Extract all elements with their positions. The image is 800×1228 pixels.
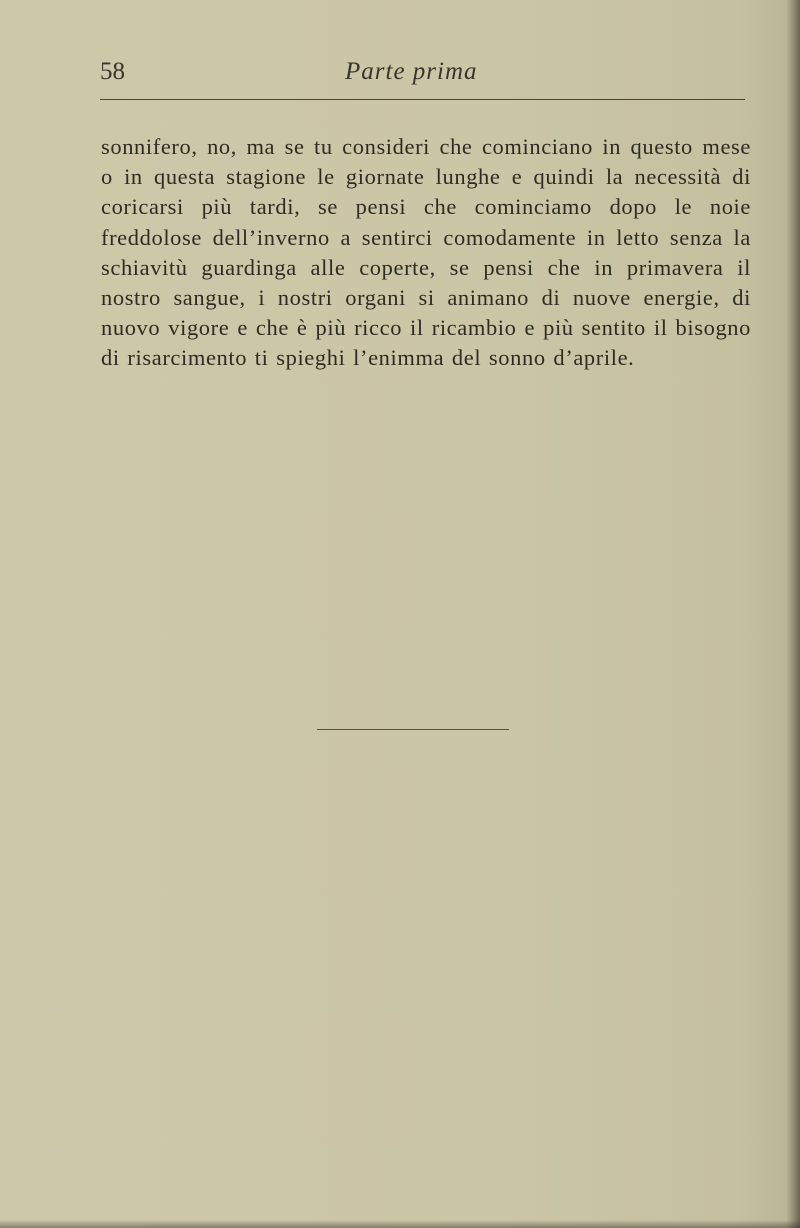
page-edge-shadow <box>786 0 800 1228</box>
header-rule <box>100 99 745 100</box>
running-head: Parte prima <box>345 58 478 85</box>
page-header <box>100 58 745 98</box>
body-paragraph: sonnifero, no, ma se tu consideri che cominciano in questo mese o in questa stagione le giornate lunghe e quindi la necessità di coricarsi più tardi, se pensi che cominciamo dopo le noie freddolose dell’inverno a sentirci comodamente in letto senza la schiavitù guardinga alle coperte, se pensi che in primavera il nostro sangue, i nostri organi si animano di nuove energie, di nuovo vigore e che è più ricco il ricambio e più sentito il bisogno di risarcimento ti spieghi l’enimma del sonno d’aprile. <box>101 134 751 371</box>
page-number: 58 <box>100 58 125 85</box>
section-end-rule <box>317 729 509 730</box>
page-bottom-shadow <box>0 1220 800 1228</box>
